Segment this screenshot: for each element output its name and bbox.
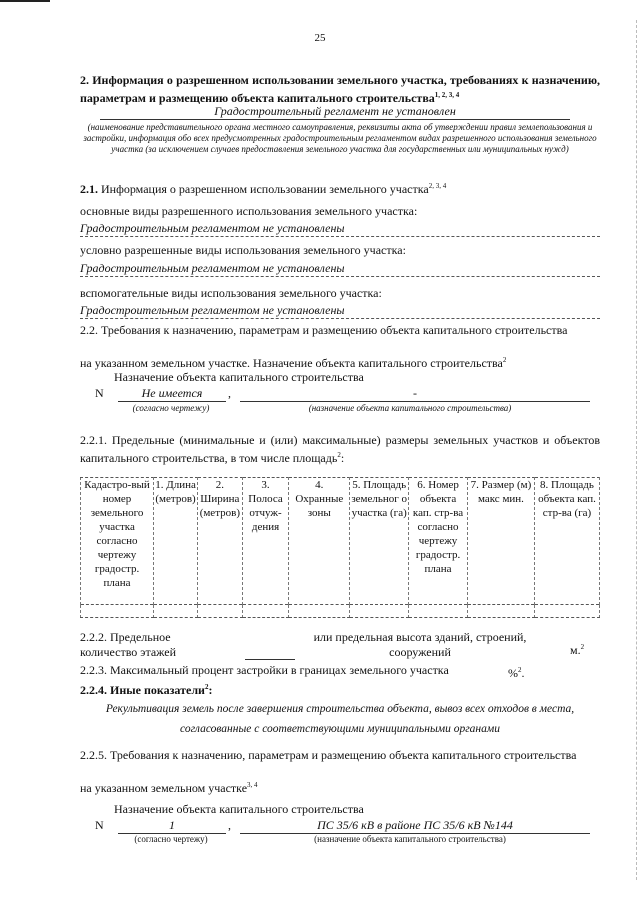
section-2-2-1-sup: 2 (337, 451, 341, 459)
table-cell (467, 605, 534, 618)
table-header-cell: 5. Площадь земельног о участка (га) (350, 478, 409, 605)
section-2-title (80, 73, 600, 106)
section-2-1-text: Информация о разрешенном использовании земельного участка (101, 182, 429, 196)
section-2-2-5-purpose-label: Назначение объекта капитального строительства (114, 802, 364, 816)
table-header-cell: 3. Полоса отчуж-дения (242, 478, 289, 605)
section-2-2-3-label: 2.2.3. Максимальный процент застройки в границах земельного участка (80, 663, 449, 677)
section-2-2-2-label2: или предельная высота зданий, строений, сооружений (313, 630, 527, 659)
section-2-2-5-sup: 3, 4 (247, 781, 258, 789)
page-number: 25 (314, 32, 326, 44)
section-2-2-2-sup: 2 (580, 643, 585, 651)
section-2-1-title (80, 179, 600, 197)
section-2-2-cap-purpose: (назначение объекта капитального строительства) (308, 403, 512, 413)
section-2-2-3-unit: %$^2$. (508, 666, 525, 680)
section-2-value: Градостроительный регламент не установлен (100, 104, 570, 120)
section-2-title-sup: 1, 2, 3, 4 (434, 91, 460, 99)
scan-mark (0, 0, 50, 2)
table-header-cell: 6. Номер объекта кап. стр-ва согласно чертежу градостр. плана (409, 478, 468, 605)
comma: , (228, 386, 231, 400)
scan-edge (636, 20, 638, 880)
section-2-title-text: 2. Информация о разрешенном использовании земельного участка, требованиях к назначению, параметрам и размещению объекта капитального строительства (80, 73, 600, 105)
main-uses-label: основные виды разрешенного использования земельного участка: (80, 204, 418, 218)
table-header-cell: Кадастро-вый номер земельного участка согласно чертежу градостр. плана (81, 478, 154, 605)
table-header-cell: 8. Площадь объекта кап. стр-ва (га) (534, 478, 599, 605)
section-2-2-1-body: 2.2.1. Предельные (минимальные и (или) максимальные) размеры земельных участков и объектов капитального строительства, в том числе площадь (80, 433, 600, 465)
section-2-2-5-line2 (80, 778, 600, 796)
table-cell (242, 605, 289, 618)
table-cell (154, 605, 198, 618)
table-cell (350, 605, 409, 618)
comma: , (228, 818, 231, 832)
section-2-2-4-label: 2.2.4. Иные показатели$^2$: (80, 683, 213, 697)
section-2-2-purpose-value: - (240, 386, 590, 402)
section-2-2-4-label-text: 2.2.4. Иные показатели (80, 683, 205, 697)
table-header-cell: 4. Охранные зоны (289, 478, 350, 605)
table-cell (289, 605, 350, 618)
section-2-2-5-line1: 2.2.5. Требования к назначению, параметрам и размещению объекта капитального строительства (80, 748, 577, 762)
table-cell (198, 605, 243, 618)
table-cell (409, 605, 468, 618)
section-2-2-n-value: Не имеется (118, 386, 226, 402)
table-row (81, 605, 600, 618)
section-2-2-3-unit-text: % (508, 666, 518, 680)
section-2-1-num: 2.1. (80, 182, 98, 196)
section-2-1-sup: 2, 3, 4 (428, 182, 447, 190)
section-2-2-sup: 2 (502, 356, 507, 364)
table-cell (81, 605, 154, 618)
section-2-2-5-n-label: N (95, 818, 104, 832)
table-header-row (81, 478, 600, 605)
section-2-2-5-n-value: 1 (118, 818, 226, 834)
section-2-2-line1: 2.2. Требования к назначению, параметрам и размещению объекта капитального строительства (80, 323, 568, 337)
section-2-2-5-cap-purpose: (назначение объекта капитального строительства) (314, 834, 506, 844)
section-2-2-3-sup: 2 (518, 666, 522, 674)
auxiliary-uses-label: вспомогательные виды использования земельного участка: (80, 286, 382, 300)
parameters-table (80, 477, 600, 618)
main-uses-value: Градостроительным регламентом не установлены (80, 221, 600, 237)
auxiliary-uses-value: Градостроительным регламентом не установлены (80, 303, 600, 319)
section-2-2-5-line2-text: на указанном земельном участке (80, 781, 248, 795)
section-2-2-4-value: Рекультивация земель после завершения строительства объекта, вывоз всех отходов в места, согласованные с соответствующими муниципальными органами (105, 703, 575, 735)
conditional-uses-value: Градостроительным регламентом не установлены (80, 261, 600, 277)
section-2-2-5-cap-drawing: (согласно чертежу) (134, 834, 208, 844)
floors-value (245, 644, 295, 660)
section-2-2-line2 (80, 353, 600, 371)
conditional-uses-label: условно разрешенные виды использования земельного участка: (80, 243, 406, 257)
section-2-2-1-text: 2.2.1. Предельные (минимальные и (или) максимальные) размеры земельных участков и объектов капитального строительства, в том числе площадь$^2$: (80, 433, 600, 465)
section-2-2-n-label: N (95, 386, 104, 400)
section-2-2-4-sup: 2 (204, 683, 209, 691)
section-2-2-purpose-label: Назначение объекта капитального строительства (114, 370, 364, 384)
section-2-2-2-unit (570, 640, 610, 658)
section-2-2-5-purpose-value: ПС 35/6 кВ в районе ПС 35/6 кВ №144 (240, 818, 590, 834)
table-header-cell: 2. Ширина (метров) (198, 478, 243, 605)
section-2-2-2-unit-text: м. (570, 643, 581, 657)
section-2-caption: (наименование представительного органа местного самоуправления, реквизиты акта об утверждении правил землепользования и застройки, информация обо всех предусмотренных градостроительным регламентом видах разрешенного использования земельного участка (за исключением случаев предоставления земельного участка для государственных или муниципальных нужд) (83, 122, 597, 154)
table-header-cell: 7. Размер (м) макс мин. (467, 478, 534, 605)
table-header-cell: 1. Длина (метров) (154, 478, 198, 605)
section-2-2-line2-text: на указанном земельном участке. Назначение объекта капитального строительства (80, 356, 503, 370)
section-2-2-cap-drawing: (согласно чертежу) (132, 403, 210, 413)
section-2-2-2-label1: 2.2.2. Предельное количество этажей (80, 630, 177, 659)
table-cell (534, 605, 599, 618)
